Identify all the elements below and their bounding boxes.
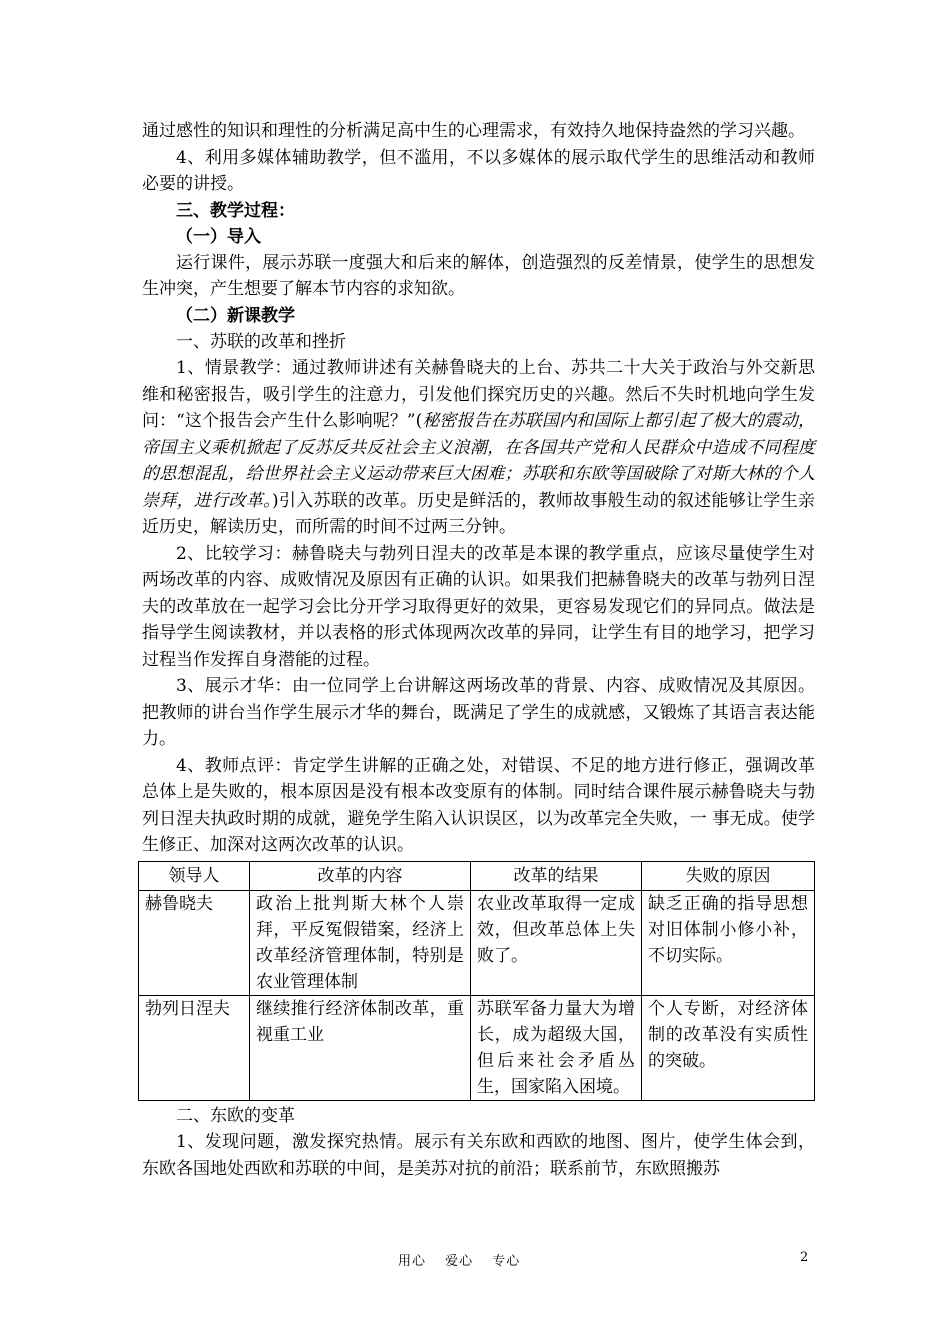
cell-content: 政治上批判斯大林个人崇拜，平反冤假错案，经济上改革经济管理体制，特别是农业管理体制 bbox=[250, 890, 471, 995]
secret-report-note: 秘密报告在苏联国内和国际上都引起了极大的震动，帝国主义乘机掀起了反苏反共反社会主义浪潮，在各国共产党和人民群众中造成不同程度的思想混乱，给世界社会主义运动带来巨大困难；苏联和东欧等国破除了对斯大林的个人崇拜，进行改革。 bbox=[142, 411, 816, 511]
cell-result: 农业改革取得一定成效，但改革总体上失败了。 bbox=[471, 890, 642, 995]
cell-reason: 个人专断，对经济体制的改革没有实质性的突破。 bbox=[642, 995, 815, 1100]
reform-comparison-table bbox=[138, 861, 815, 1101]
cell-content: 继续推行经济体制改革，重视重工业 bbox=[250, 995, 471, 1100]
paragraph-discover-problem: 1、发现问题，激发探究热情。展示有关东欧和西欧的地图、图片，使学生体会到，东欧各国地处西欧和苏联的中间，是美苏对抗的前沿；联系前节，东欧照搬苏 bbox=[142, 1132, 815, 1179]
heading-new-lesson: （二）新课教学 bbox=[176, 305, 295, 326]
header-failure-reason: 失败的原因 bbox=[642, 861, 815, 890]
paragraph-comparative-study: 2、比较学习：赫鲁晓夫与勃列日涅夫的改革是本课的教学重点，应该尽量使学生对两场改革的内容、成败情况及原因有正确的认识。如果我们把赫鲁晓夫的改革与勃列日涅夫的改革放在一起学习会比分开学习取得更好的效果，更容易发现它们的异同点。做法是指导学生阅读教材，并以表格的形式体现两次改革的异同，让学生有目的地学习，把学习过程当作发挥自身潜能的过程。 bbox=[142, 543, 815, 670]
paragraph-multimedia: 4、利用多媒体辅助教学，但不滥用，不以多媒体的展示取代学生的思维活动和教师必要的讲授。 bbox=[142, 147, 815, 194]
paragraph-situational-teaching bbox=[142, 355, 815, 541]
table-row bbox=[139, 995, 815, 1100]
paragraph-introduction: 运行课件，展示苏联一度强大和后来的解体，创造强烈的反差情景，使学生的思想发生冲突，产生想要了解本节内容的求知欲。 bbox=[142, 252, 815, 299]
heading-teaching-process: 三、教学过程： bbox=[176, 200, 295, 221]
header-reform-content: 改革的内容 bbox=[250, 861, 471, 890]
heading-introduction: （一）导入 bbox=[176, 226, 261, 247]
document-page bbox=[142, 118, 815, 1182]
cell-leader: 赫鲁晓夫 bbox=[139, 890, 250, 995]
header-reform-result: 改革的结果 bbox=[471, 861, 642, 890]
cell-leader: 勃列日涅夫 bbox=[139, 995, 250, 1100]
section-eastern-europe: 二、东欧的变革 bbox=[176, 1105, 295, 1126]
paragraph-showcase-talent: 3、展示才华：由一位同学上台讲解这两场改革的背景、内容、成败情况及其原因。把教师的讲台当作学生展示才华的舞台，既满足了学生的成就感，又锻炼了其语言表达能力。 bbox=[142, 676, 815, 749]
table-row bbox=[139, 890, 815, 995]
paragraph-interest: 通过感性的知识和理性的分析满足高中生的心理需求，有效持久地保持盎然的学习兴趣。 bbox=[142, 121, 805, 141]
situational-text: 1、情景教学：通过教师讲述有关赫鲁晓夫的上台、苏共二十大关于政治与外交新思维和秘密报告，吸引学生的注意力，引发他们探究历史的兴趣。然后不失时机地向学生发问：“这个报告会产生什么影响呢？”( bbox=[142, 358, 815, 431]
situational-text-end: )引入苏联的改革。历史是鲜活的，教师故事般生动的叙述能够让学生亲近历史，解读历史，而所需的时间不过两三分钟。 bbox=[142, 490, 815, 537]
footer-motto: 用心 爱心 专心 bbox=[398, 1254, 521, 1269]
paragraph-teacher-comment: 4、教师点评：肯定学生讲解的正确之处，对错误、不足的地方进行修正，强调改革总体上是失败的，根本原因是没有根本改变原有的体制。同时结合课件展示赫鲁晓夫与勃列日涅夫执政时期的成就，避免学生陷入认识误区，以为改革完全失败，一 事无成。使学生修正、加深对这两次改革的认识。 bbox=[142, 755, 815, 855]
cell-result: 苏联军备力量大为增长，成为超级大国，但后来社会矛盾丛生，国家陷入困境。 bbox=[471, 995, 642, 1100]
table-header-row bbox=[139, 861, 815, 890]
cell-reason: 缺乏正确的指导思想对旧体制小修小补，不切实际。 bbox=[642, 890, 815, 995]
section-soviet-reform: 一、苏联的改革和挫折 bbox=[176, 331, 346, 352]
header-leader: 领导人 bbox=[139, 861, 250, 890]
page-number: 2 bbox=[800, 1250, 809, 1265]
